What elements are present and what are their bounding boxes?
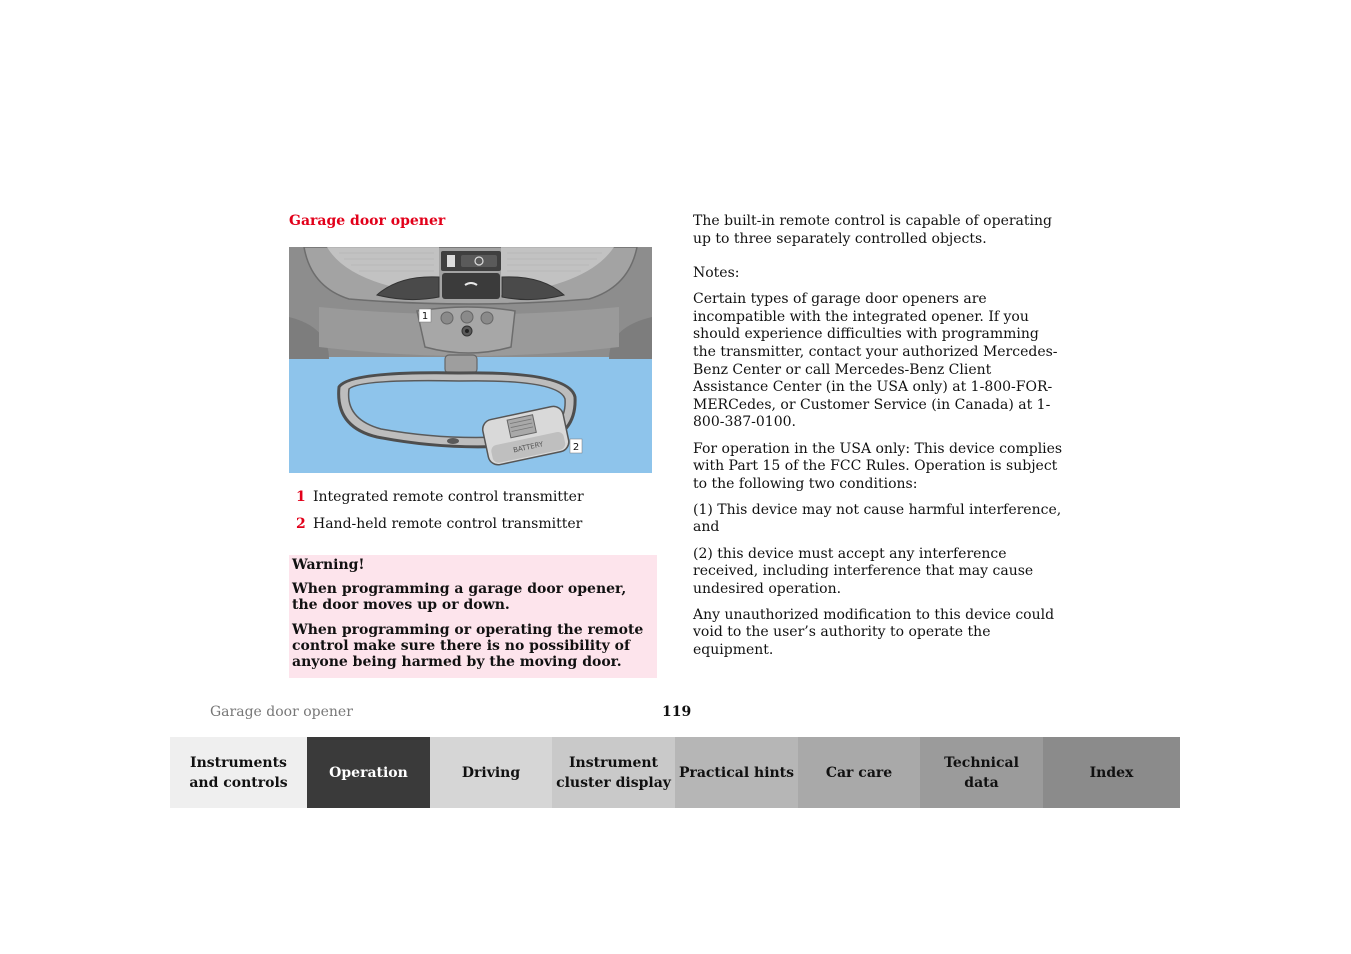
legend-item-2 <box>296 516 582 532</box>
body-text-column <box>693 213 1065 668</box>
warning-paragraph: When programming a garage door opener, the door moves up or down. <box>292 581 627 613</box>
warning-paragraph: When programming or operating the remote control make sure there is no possibility of anyone being harmed by the moving door. <box>292 622 644 670</box>
battery-label: BATTERY <box>512 440 545 455</box>
notes-heading: Notes: <box>693 265 740 282</box>
warning-heading: Warning! <box>292 557 365 573</box>
section-title: Garage door opener <box>289 213 446 229</box>
callout-1-label: 1 <box>421 311 429 322</box>
chapter-nav-bar <box>170 737 1180 808</box>
tab-operation[interactable]: Operation <box>307 737 430 808</box>
body-paragraph: Any unauthorized modification to this device could void to the user’s authority to operate the equipment. <box>693 606 1055 658</box>
legend-number: 1 <box>296 489 306 505</box>
tab-instruments-and-controls[interactable]: Instruments and controls <box>170 737 307 808</box>
tab-car-care[interactable]: Car care <box>798 737 920 808</box>
legend-number: 2 <box>296 516 306 532</box>
body-paragraph: For operation in the USA only: This device complies with Part 15 of the FCC Rules. Operation is subject to the following two conditions: <box>693 440 1063 492</box>
tab-technical-data[interactable]: Technical data <box>920 737 1043 808</box>
tab-practical-hints[interactable]: Practical hints <box>675 737 798 808</box>
body-paragraph: (2) this device must accept any interference received, including interference that may cause undesired operation. <box>693 545 1034 597</box>
callout-2-label: 2 <box>572 442 580 453</box>
tab-driving[interactable]: Driving <box>430 737 552 808</box>
tab-index[interactable]: Index <box>1043 737 1180 808</box>
page-number: 119 <box>662 704 692 720</box>
body-paragraph: The built-in remote control is capable of operating up to three separately controlled objects. <box>693 213 1052 247</box>
tab-instrument-cluster-display[interactable]: Instrument cluster display <box>552 737 675 808</box>
body-paragraph: Certain types of garage door openers are incompatible with the integrated opener. If you should experience difficulties with programming the transmitter, contact your authorized Mercedes-Benz Center or call Mercedes-Benz Client Assistance Center (in the USA only) at 1-800-FOR-MERCedes, or Customer Service (in Canada) at 1-800-387-0100. <box>693 291 1058 431</box>
legend-text: Hand-held remote control transmitter <box>313 516 583 532</box>
footer-section-name: Garage door opener <box>210 704 353 720</box>
legend-text: Integrated remote control transmitter <box>313 489 584 505</box>
warning-box <box>289 555 657 678</box>
body-paragraph: (1) This device may not cause harmful interference, and <box>693 501 1062 536</box>
garage-opener-illustration <box>289 247 652 473</box>
legend-item-1 <box>296 489 584 505</box>
